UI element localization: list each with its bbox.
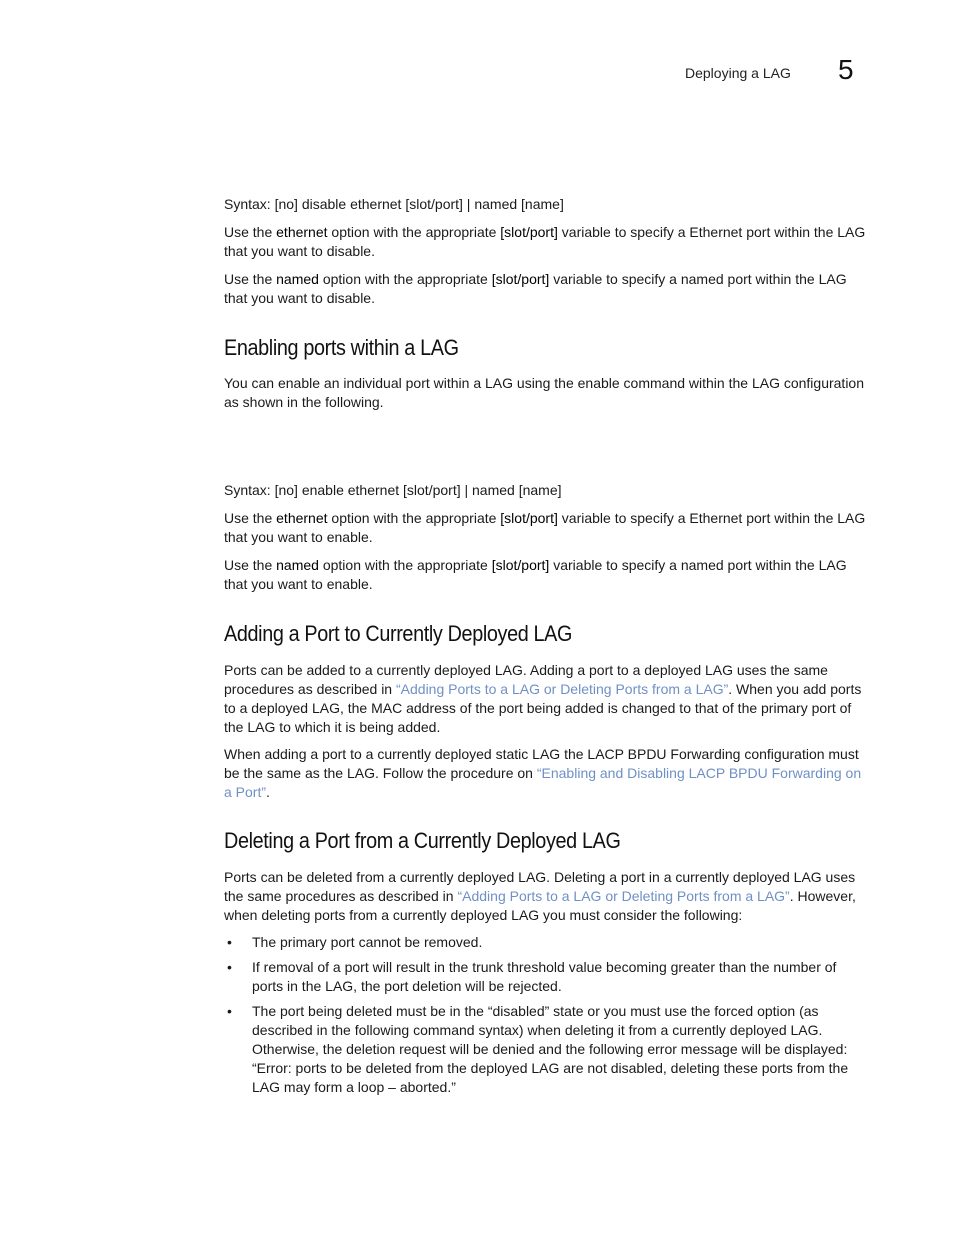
keyword: [slot/port] <box>491 557 550 573</box>
keyword: named <box>276 557 319 573</box>
keyword: named <box>276 271 319 287</box>
running-header-title: Deploying a LAG <box>685 65 791 81</box>
list-item: • The primary port cannot be removed. <box>224 933 870 952</box>
syntax-enable: Syntax: [no] enable ethernet [slot/port] | named [name] <box>224 482 562 498</box>
cross-reference-link[interactable]: “Adding Ports to a LAG or Deleting Ports from a LAG” <box>396 681 729 697</box>
cross-reference-link[interactable]: “Adding Ports to a LAG or Deleting Ports from a LAG” <box>457 888 790 904</box>
paragraph-enable-named: Use the named option with the appropriate [slot/port] variable to specify a named port within the LAG that you want to enable. <box>224 557 847 592</box>
cross-reference-link[interactable]: “Enabling and Disabling LACP BPDU Forwarding on a Port” <box>224 765 862 800</box>
bullet-list <box>224 1002 870 1097</box>
keyword: [slot/port] <box>500 224 558 240</box>
heading-deleting-port: Deleting a Port from a Currently Deployed LAG <box>224 828 621 853</box>
bullet-list <box>224 958 870 996</box>
paragraph-disable-ethernet: Use the ethernet option with the appropriate [slot/port] variable to specify a Ethernet port within the LAG that you want to disable. <box>224 224 866 259</box>
chapter-number: 5 <box>838 54 854 85</box>
list-item: • The port being deleted must be in the “disabled” state or you must use the forced option (as described in the following command syntax) when deleting it from a currently deployed LAG. Otherwise, the deletion request will be denied and the following error message will be displayed: “Error: ports to be deleted from the deployed LAG are not disabled, deleting these ports from the LAG may form a loop – aborted.” <box>224 1002 870 1097</box>
heading-enabling-ports: Enabling ports within a LAG <box>224 335 459 360</box>
keyword: ethernet <box>276 224 328 240</box>
syntax-disable: Syntax: [no] disable ethernet [slot/port] | named [name] <box>224 196 564 212</box>
paragraph-deleting-1: Ports can be deleted from a currently deployed LAG. Deleting a port in a currently deployed LAG uses the same procedures as described in “Adding Ports to a LAG or Deleting Ports from a LAG”. However, when deleting ports from a currently deployed LAG you must consider the following: <box>224 869 856 923</box>
paragraph-adding-2: When adding a port to a currently deployed static LAG the LACP BPDU Forwarding configuration must be the same as the LAG. Follow the procedure on “Enabling and Disabling LACP BPDU Forwarding on a Port”. <box>224 746 862 800</box>
paragraph-adding-1: Ports can be added to a currently deployed LAG. Adding a port to a deployed LAG uses the same procedures as described in “Adding Ports to a LAG or Deleting Ports from a LAG”. When you add ports to a deployed LAG, the MAC address of the port being added is changed to that of the primary port of the LAG to which it is being added. <box>224 662 862 735</box>
keyword: ethernet <box>276 510 328 526</box>
keyword: [slot/port] <box>500 510 558 526</box>
list-item: • If removal of a port will result in the trunk threshold value becoming greater than the number of ports in the LAG, the port deletion will be rejected. <box>224 958 870 996</box>
paragraph-enable-ethernet: Use the ethernet option with the appropriate [slot/port] variable to specify a Ethernet port within the LAG that you want to enable. <box>224 510 866 545</box>
bullet-list <box>224 933 870 952</box>
keyword: [slot/port] <box>491 271 550 287</box>
heading-adding-port: Adding a Port to Currently Deployed LAG <box>224 621 573 646</box>
paragraph-disable-named: Use the named option with the appropriate [slot/port] variable to specify a named port within the LAG that you want to disable. <box>224 271 847 306</box>
paragraph-enable-intro: You can enable an individual port within a LAG using the enable command within the LAG configuration as shown in the following. <box>224 375 865 410</box>
